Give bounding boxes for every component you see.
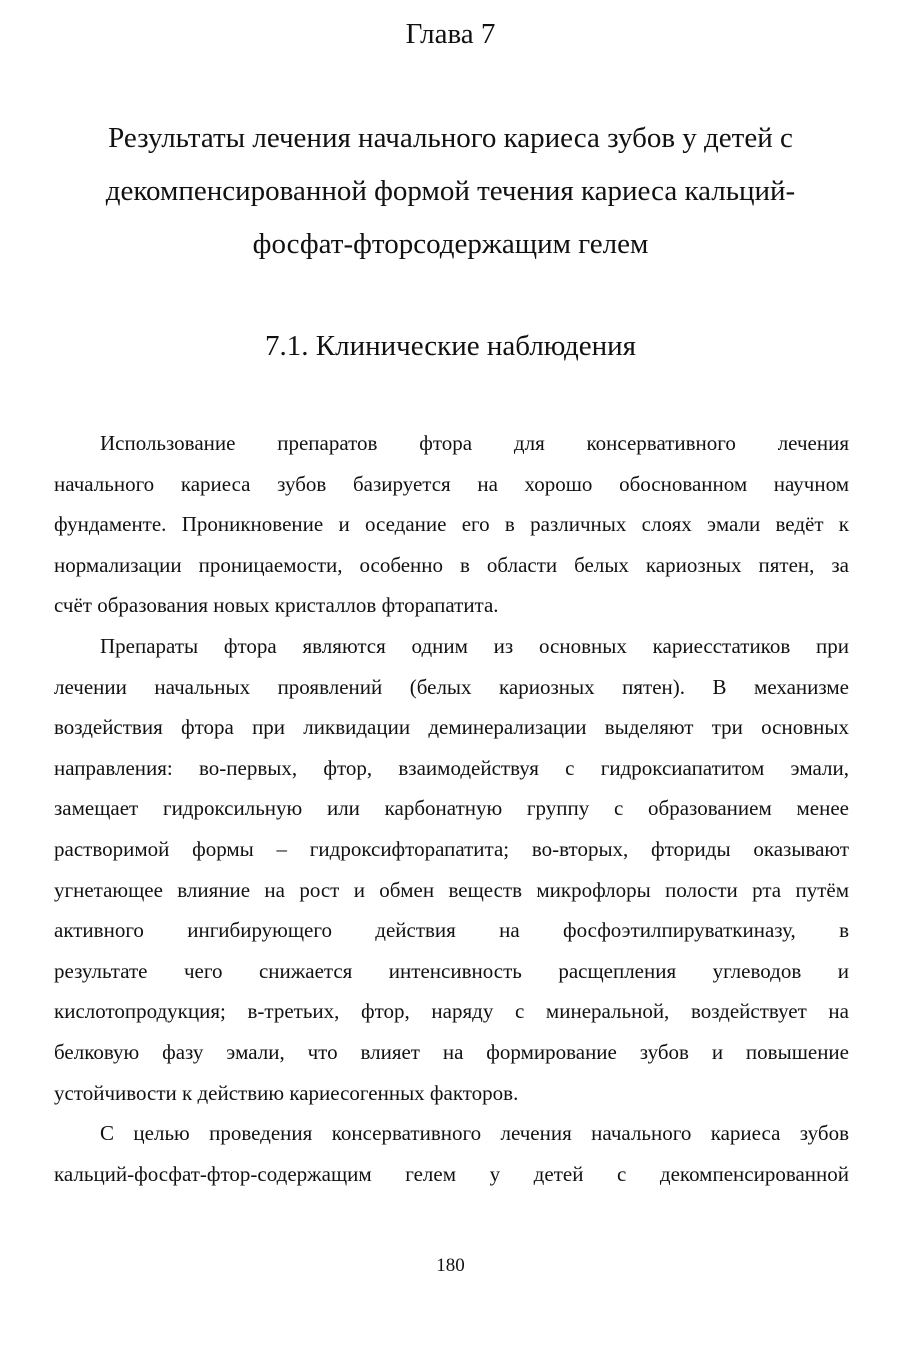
body-text <box>54 423 849 1194</box>
text-line: кислотопродукция; в-третьих, фтор, наряду с минеральной, воздействует на <box>54 999 849 1024</box>
chapter-title-line: фосфат-фторсодержащим гелем <box>252 228 649 260</box>
chapter-title <box>0 112 901 271</box>
text-line: С целью проведения консервативного лечения начального кариеса зубов <box>100 1121 849 1146</box>
text-line: кальций-фосфат-фтор-содержащим гелем у детей с декомпенсированной <box>54 1161 849 1186</box>
paragraph <box>54 626 849 1113</box>
chapter-heading: Глава 7 <box>405 18 496 50</box>
chapter-title-line: Результаты лечения начального кариеса зубов у детей с <box>108 122 793 154</box>
paragraph <box>54 423 849 626</box>
chapter-title-line: декомпенсированной формой течения кариеса кальций- <box>105 175 796 207</box>
paragraph <box>54 1113 849 1194</box>
text-line: угнетающее влияние на рост и обмен веществ микрофлоры полости рта путём <box>54 877 849 902</box>
text-line: Препараты фтора являются одним из основных кариесстатиков при <box>100 633 849 658</box>
text-line: воздействия фтора при ликвидации деминерализации выделяют три основных <box>54 715 849 740</box>
text-line: фундаменте. Проникновение и оседание его в различных слоях эмали ведёт к <box>54 512 849 537</box>
text-line: Использование препаратов фтора для консервативного лечения <box>100 431 849 455</box>
text-line: замещает гидроксильную или карбонатную группу с образованием менее <box>54 796 849 821</box>
text-line: растворимой формы – гидроксифторапатита; во-вторых, фториды оказывают <box>54 836 849 861</box>
text-line: начального кариеса зубов базируется на хорошо обоснованном научном <box>54 471 849 496</box>
text-line: результате чего снижается интенсивность расщепления углеводов и <box>54 958 849 983</box>
text-line: нормализации проницаемости, особенно в области белых кариозных пятен, за <box>54 552 849 577</box>
section-heading: 7.1. Клинические наблюдения <box>265 330 636 362</box>
text-line: лечении начальных проявлений (белых кариозных пятен). В механизме <box>54 674 849 699</box>
text-line: направления: во-первых, фтор, взаимодействуя с гидроксиапатитом эмали, <box>54 755 849 780</box>
page-number: 180 <box>436 1255 465 1276</box>
text-line: белковую фазу эмали, что влияет на формирование зубов и повышение <box>54 1039 849 1064</box>
text-line: устойчивости к действию кариесогенных факторов. <box>54 1080 519 1105</box>
text-line: счёт образования новых кристаллов фторапатита. <box>54 593 499 618</box>
text-line: активного ингибирующего действия на фосфоэтилпируваткиназу, в <box>54 918 849 943</box>
